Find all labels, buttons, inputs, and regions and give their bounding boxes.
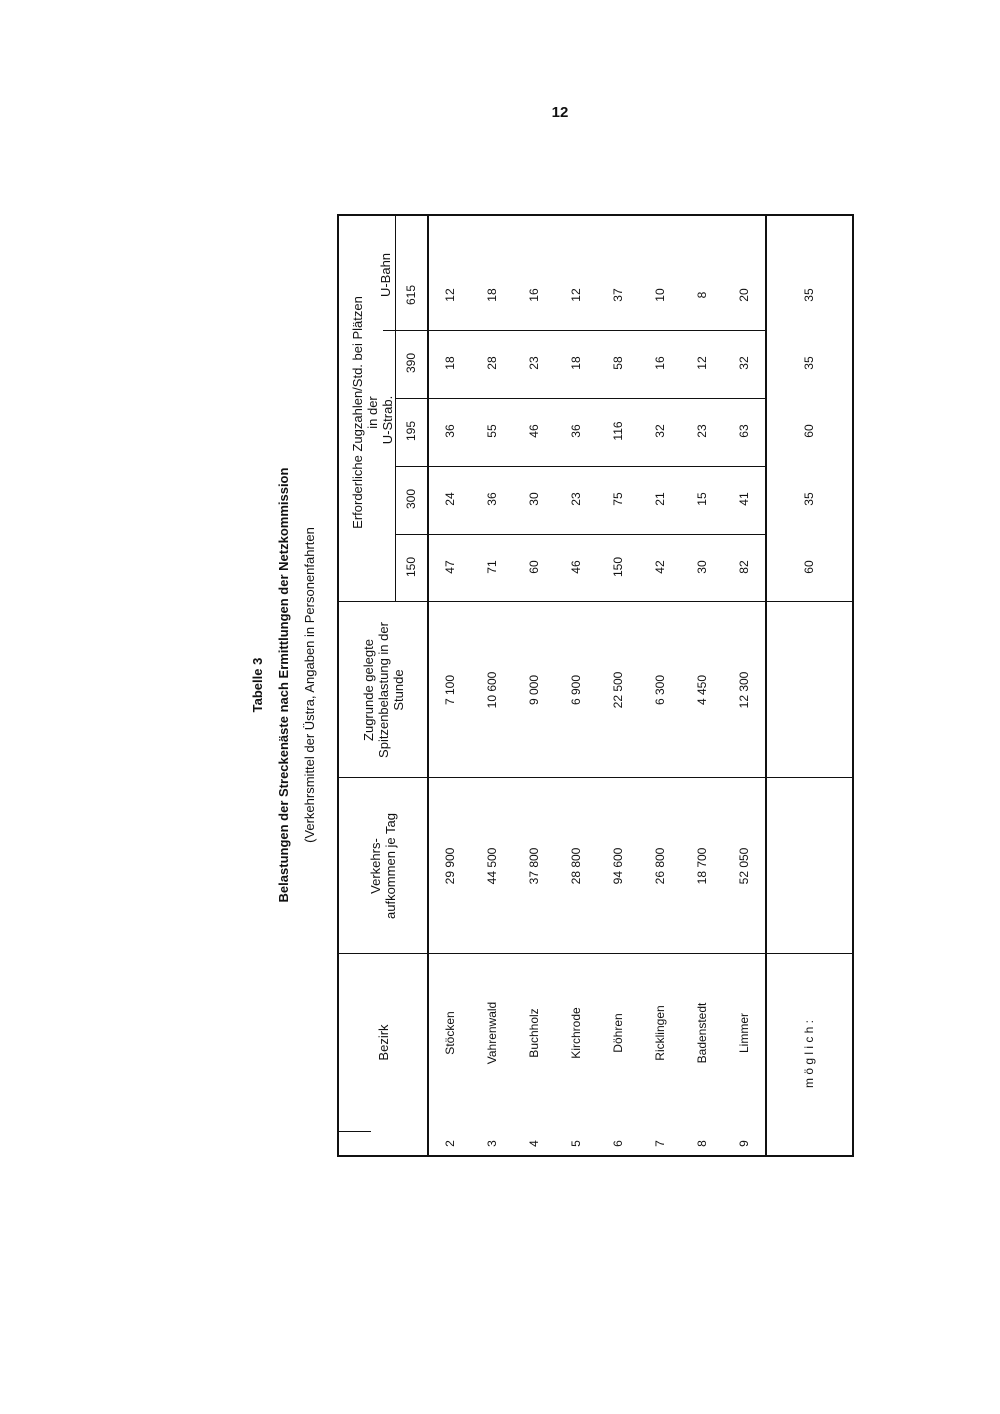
- row-verkehrsaufkommen: 28 800: [568, 847, 583, 885]
- row-number: 5: [568, 1140, 583, 1147]
- row-zugzahl: 82: [736, 560, 751, 574]
- row-zugzahl: 36: [568, 424, 583, 438]
- page-number: 12: [551, 104, 569, 121]
- row-spitzenbelastung: 22 500: [610, 671, 625, 709]
- row-zugzahl: 30: [694, 560, 709, 574]
- col-divider: [339, 601, 852, 602]
- row-zugzahl: 8: [694, 291, 709, 299]
- row-zugzahl: 36: [484, 492, 499, 506]
- capacity-header: 390: [404, 352, 418, 374]
- capacity-header: 300: [404, 488, 418, 510]
- row-number: 7: [652, 1140, 667, 1147]
- row-zugzahl: 30: [526, 492, 541, 506]
- row-zugzahl: 23: [694, 424, 709, 438]
- row-spitzenbelastung: 9 000: [526, 674, 541, 706]
- row-zugzahl: 58: [610, 356, 625, 370]
- row-verkehrsaufkommen: 29 900: [442, 847, 457, 885]
- row-zugzahl: 32: [736, 356, 751, 370]
- row-number: 4: [526, 1140, 541, 1147]
- row-zugzahl: 16: [526, 288, 541, 302]
- row-zugzahl: 150: [610, 556, 625, 578]
- footer-value: 60: [802, 424, 816, 438]
- table-note: (Verkehrsmittel der Üstra, Angaben in Personenfahrten: [302, 527, 317, 843]
- row-bezirk: Döhren: [610, 1013, 625, 1053]
- row-verkehrsaufkommen: 37 800: [526, 847, 541, 885]
- row-zugzahl: 36: [442, 424, 457, 438]
- row-zugzahl: 75: [610, 492, 625, 506]
- row-zugzahl: 18: [568, 356, 583, 370]
- row-zugzahl: 21: [652, 492, 667, 506]
- row-zugzahl: 18: [442, 356, 457, 370]
- row-zugzahl: 42: [652, 560, 667, 574]
- row-zugzahl: 28: [484, 356, 499, 370]
- rotated-table-page: [250, 210, 860, 1160]
- row-zugzahl: 23: [568, 492, 583, 506]
- row-number: 2: [442, 1140, 457, 1147]
- row-spitzenbelastung: 10 600: [484, 671, 499, 709]
- row-spitzenbelastung: 6 900: [568, 674, 583, 706]
- row-bezirk: Limmer: [736, 1013, 751, 1054]
- row-zugzahl: 55: [484, 424, 499, 438]
- row-zugzahl: 46: [568, 560, 583, 574]
- capacity-header: 195: [404, 420, 418, 442]
- row-verkehrsaufkommen: 44 500: [484, 847, 499, 885]
- row-spitzenbelastung: 4 450: [694, 674, 709, 706]
- row-bezirk: Buchholz: [526, 1008, 541, 1058]
- row-number: 8: [694, 1140, 709, 1147]
- header-ubahn: U-Bahn: [377, 252, 393, 298]
- header-verkehrsaufkommen: Verkehrs- aufkommen je Tag: [368, 813, 398, 919]
- table-title: Tabelle 3: [250, 657, 265, 713]
- row-zugzahl: 37: [610, 288, 625, 302]
- row-zugzahl: 15: [694, 492, 709, 506]
- row-verkehrsaufkommen: 26 800: [652, 847, 667, 885]
- col-divider: [339, 777, 852, 778]
- row-zugzahl: 10: [652, 288, 667, 302]
- row-spitzenbelastung: 12 300: [736, 671, 751, 709]
- footer-label: m ö g l i c h :: [802, 1019, 816, 1089]
- data-table: [337, 214, 854, 1157]
- row-spitzenbelastung: 6 300: [652, 674, 667, 706]
- footer-value: 35: [802, 356, 816, 370]
- header-ustrab: U-Strab.: [379, 395, 395, 445]
- row-zugzahl: 16: [652, 356, 667, 370]
- footer-value: 35: [802, 288, 816, 302]
- row-number: 9: [736, 1140, 751, 1147]
- row-bezirk: Ricklingen: [652, 1005, 667, 1061]
- row-zugzahl: 71: [484, 560, 499, 574]
- row-number: 3: [484, 1140, 499, 1147]
- row-verkehrsaufkommen: 18 700: [694, 847, 709, 885]
- table-subtitle: Belastungen der Streckenäste nach Ermittlungen der Netzkommission: [276, 467, 291, 903]
- row-zugzahl: 12: [568, 288, 583, 302]
- footer-value: 60: [802, 560, 816, 574]
- footer-value: 35: [802, 492, 816, 506]
- capacity-header: 150: [404, 556, 418, 578]
- row-zugzahl: 32: [652, 424, 667, 438]
- row-verkehrsaufkommen: 52 050: [736, 847, 751, 885]
- col-divider: [339, 1131, 371, 1132]
- row-zugzahl: 46: [526, 424, 541, 438]
- header-bezirk: Bezirk: [375, 1024, 391, 1061]
- row-zugzahl: 24: [442, 492, 457, 506]
- row-zugzahl: 12: [442, 288, 457, 302]
- row-bezirk: Badenstedt: [694, 1002, 709, 1064]
- row-zugzahl: 60: [526, 560, 541, 574]
- row-zugzahl: 63: [736, 424, 751, 438]
- row-bezirk: Vahrenwald: [484, 1001, 499, 1065]
- row-zugzahl: 18: [484, 288, 499, 302]
- row-zugzahl: 23: [526, 356, 541, 370]
- row-spitzenbelastung: 7 100: [442, 674, 457, 706]
- row-verkehrsaufkommen: 94 600: [610, 847, 625, 885]
- header-zugzahlen: Erforderliche Zugzahlen/Std. bei Plätzen in der: [350, 296, 380, 529]
- row-zugzahl: 47: [442, 560, 457, 574]
- row-zugzahl: 20: [736, 288, 751, 302]
- row-number: 6: [610, 1140, 625, 1147]
- row-bezirk: Kirchrode: [568, 1007, 583, 1059]
- row-zugzahl: 41: [736, 492, 751, 506]
- row-zugzahl: 12: [694, 356, 709, 370]
- row-bezirk: Stöcken: [442, 1011, 457, 1055]
- header-spitzenbelastung: Zugrunde gelegte Spitzenbelastung in der Stunde: [360, 622, 406, 758]
- capacity-header: 615: [404, 284, 418, 306]
- row-zugzahl: 116: [610, 421, 625, 441]
